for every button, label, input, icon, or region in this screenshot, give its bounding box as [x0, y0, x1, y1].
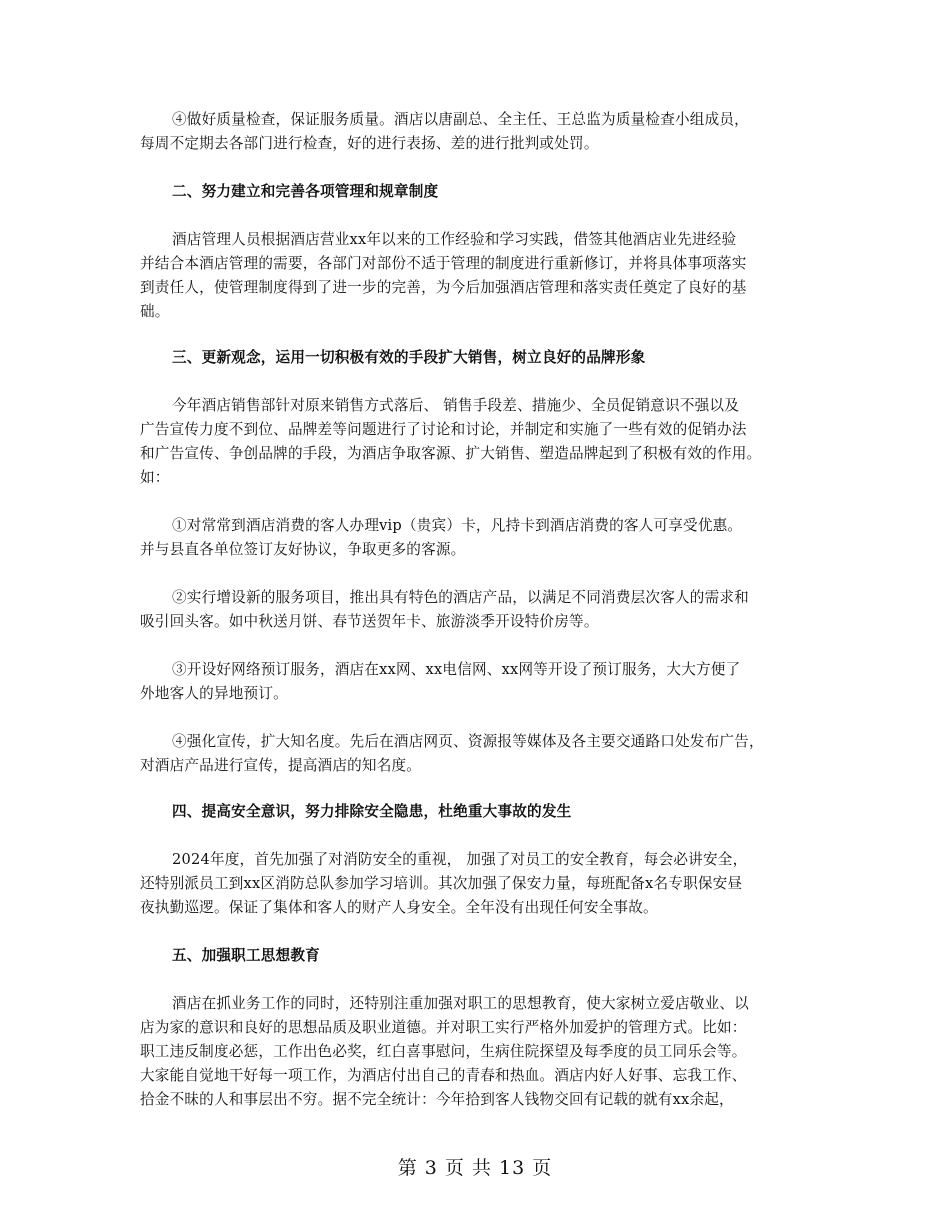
paragraph-line: ③开设好网络预订服务，酒店在xx网、xx电信网、xx网等开设了预订服务，大大方便了: [172, 661, 741, 678]
section-heading: 二、努力建立和完善各项管理和规章制度: [172, 183, 439, 200]
paragraph-line: 今年酒店销售部针对原来销售方式落后、 销售手段差、措施少、全员促销意识不强以及: [172, 397, 740, 414]
paragraph-line: 大家能自觉地干好每一项工作，为酒店付出自己的青春和热血。酒店内好人好事、忘我工作、: [140, 1067, 747, 1084]
paragraph-line: 并与县直各单位签订友好协议，争取更多的客源。: [140, 541, 466, 558]
paragraph-line: 还特别派员工到xx区消防总队参加学习培训。其次加强了保安力量，每班配备x名专职保安昼: [140, 875, 743, 892]
paragraph-line: 酒店在抓业务工作的同时，还特别注重加强对职工的思想教育，使大家树立爱店敬业、以: [172, 995, 749, 1012]
paragraph-line: 每周不定期去各部门进行检查，好的进行表扬、差的进行批判或处罚。: [140, 135, 599, 152]
section-heading: 五、加强职工思想教育: [172, 947, 320, 964]
paragraph-line: 和广告宣传、争创品牌的手段，为酒店争取客源、扩大销售、塑造品牌起到了积极有效的作用。: [140, 445, 762, 462]
paragraph-line: 并结合本酒店管理的需要，各部门对部份不适于管理的制度进行重新修订，并将具体事项落实: [140, 255, 747, 272]
page-number-footer: 第 3 页 共 13 页: [397, 1157, 553, 1179]
paragraph-line: 吸引回头客。如中秋送月饼、春节送贺年卡、旅游淡季开设特价房等。: [140, 613, 599, 630]
section-heading: 三、更新观念，运用一切积极有效的手段扩大销售，树立良好的品牌形象: [172, 349, 646, 366]
paragraph-line: 酒店管理人员根据酒店营业xx年以来的工作经验和学习实践，借签其他酒店业先进经验: [172, 231, 737, 248]
paragraph-line: 拾金不昧的人和事层出不穷。据不完全统计：今年拾到客人钱物交回有记载的就有xx余起，: [140, 1091, 734, 1108]
paragraph-line: 2024年度，首先加强了对消防安全的重视， 加强了对员工的安全教育，每会必讲安全，: [172, 851, 748, 868]
paragraph-line: 如：: [140, 469, 170, 486]
paragraph-line: 础。: [140, 303, 170, 320]
paragraph-line: 外地客人的异地预订。: [140, 685, 288, 702]
paragraph-line: ④强化宣传，扩大知名度。先后在酒店网页、资源报等媒体及各主要交通路口处发布广告，: [172, 733, 764, 750]
paragraph-line: 职工违反制度必惩，工作出色必奖，红白喜事慰问，生病住院探望及每季度的员工同乐会等。: [140, 1043, 747, 1060]
paragraph-line: ④做好质量检查，保证服务质量。酒店以唐副总、全主任、王总监为质量检查小组成员，: [172, 111, 749, 128]
section-heading: 四、提高安全意识，努力排除安全隐患，杜绝重大事故的发生: [172, 803, 572, 820]
paragraph-line: 店为家的意识和良好的思想品质及职业道德。并对职工实行严格外加爱护的管理方式。比如：: [140, 1019, 747, 1036]
paragraph-line: 对酒店产品进行宣传，提高酒店的知名度。: [140, 757, 422, 774]
paragraph-line: 广告宣传力度不到位、品牌差等问题进行了讨论和讨论，并制定和实施了一些有效的促销办法: [140, 421, 747, 438]
paragraph-line: ②实行增设新的服务项目，推出具有特色的酒店产品，以满足不同消费层次客人的需求和: [172, 589, 749, 606]
paragraph-line: 夜执勤巡逻。保证了集体和客人的财产人身安全。全年没有出现任何安全事故。: [140, 899, 658, 916]
paragraph-line: ①对常常到酒店消费的客人办理vip（贵宾）卡，凡持卡到酒店消费的客人可享受优惠。: [172, 517, 743, 534]
paragraph-line: 到责任人，使管理制度得到了进一步的完善，为今后加强酒店管理和落实责任奠定了良好的基: [140, 279, 747, 296]
